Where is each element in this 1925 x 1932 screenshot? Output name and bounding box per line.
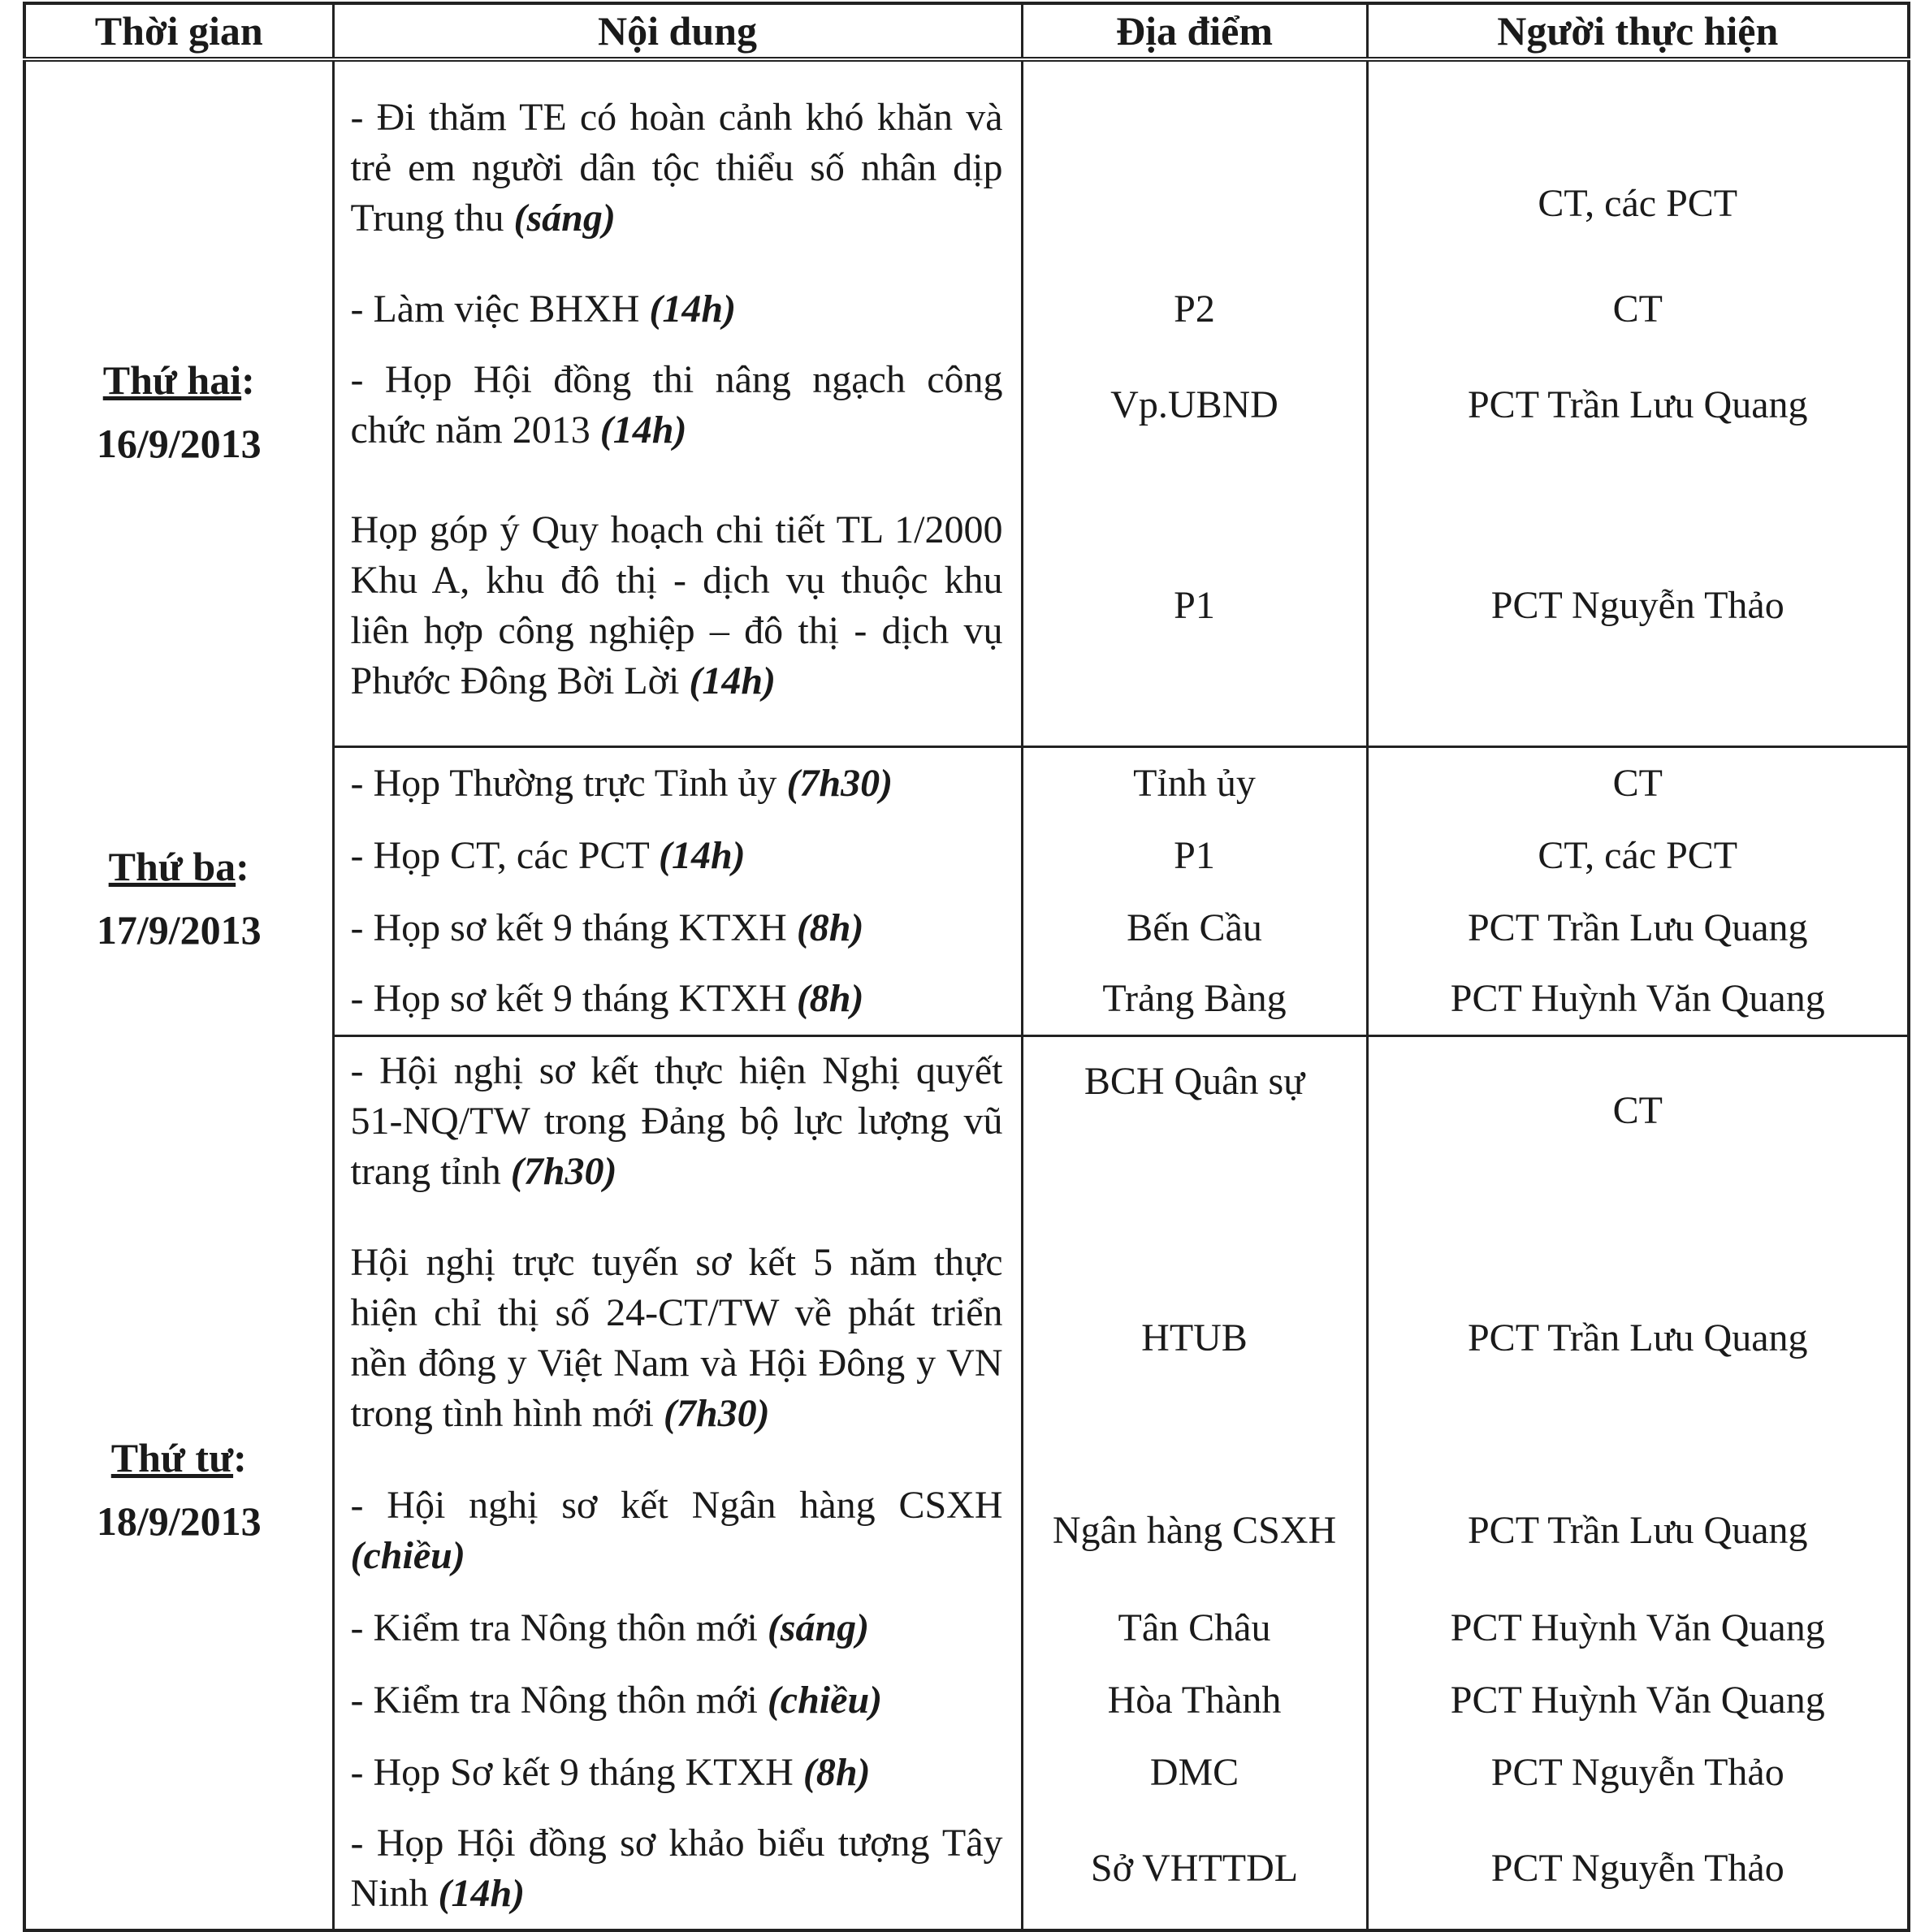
- event-content: - Hội nghị sơ kết thực hiện Nghị quyết 51-NQ/TW trong Đảng bộ lực lượng vũ trang tỉnh (7h30): [333, 1035, 1022, 1206]
- event-place: P1: [1022, 819, 1367, 893]
- event-place: [1022, 59, 1367, 274]
- event-place: Trảng Bàng: [1022, 964, 1367, 1035]
- event-person: PCT Trần Lưu Quang: [1367, 1470, 1909, 1592]
- event-content: - Họp sơ kết 9 tháng KTXH (8h): [333, 893, 1022, 964]
- event-content: - Họp sơ kết 9 tháng KTXH (8h): [333, 964, 1022, 1035]
- event-place: Bến Cầu: [1022, 893, 1367, 964]
- event-time: (7h30): [663, 1391, 770, 1435]
- day-date: 18/9/2013: [96, 1498, 262, 1544]
- table-row: [24, 746, 1909, 819]
- event-person: PCT Huỳnh Văn Quang: [1367, 1592, 1909, 1664]
- table-row: [24, 1035, 1909, 1206]
- event-time: (7h30): [510, 1149, 617, 1193]
- header-person: Người thực hiện: [1367, 3, 1909, 59]
- event-time: (14h): [659, 834, 746, 877]
- event-time: (8h): [802, 1750, 871, 1794]
- header-time: Thời gian: [24, 3, 333, 59]
- schedule-table: [23, 2, 1910, 1932]
- day-name: Thứ tư: [110, 1435, 234, 1480]
- event-person: PCT Nguyễn Thảo: [1367, 1809, 1909, 1930]
- event-person: PCT Huỳnh Văn Quang: [1367, 1664, 1909, 1736]
- event-content: - Họp Thường trực Tỉnh ủy (7h30): [333, 746, 1022, 819]
- event-content: - Họp Hội đồng thi nâng ngạch công chức năm 2013 (14h): [333, 344, 1022, 466]
- schedule-sheet: [23, 2, 1907, 1932]
- header-place: Địa điểm: [1022, 3, 1367, 59]
- day-name: Thứ ba: [108, 844, 236, 889]
- event-time: (14h): [438, 1872, 526, 1915]
- table-row: [24, 59, 1909, 274]
- event-time: (8h): [796, 906, 864, 949]
- event-place: Vp.UBND: [1022, 344, 1367, 466]
- event-place: Sở VHTTDL: [1022, 1809, 1367, 1930]
- event-person: CT: [1367, 274, 1909, 344]
- day-cell-monday: Thứ hai: 16/9/2013: [24, 59, 333, 746]
- event-content: Họp góp ý Quy hoạch chi tiết TL 1/2000 Khu A, khu đô thị - dịch vụ thuộc khu liên hợp công nghiệp – đô thị - dịch vụ Phước Đông Bời Lời (14h): [333, 466, 1022, 746]
- day-cell-wednesday: Thứ tư: 18/9/2013: [24, 1035, 333, 1930]
- event-content: - Hội nghị sơ kết Ngân hàng CSXH (chiều): [333, 1470, 1022, 1592]
- header-row: [24, 3, 1909, 59]
- event-content: - Kiểm tra Nông thôn mới (chiều): [333, 1664, 1022, 1736]
- event-place: Ngân hàng CSXH: [1022, 1470, 1367, 1592]
- event-time: (8h): [796, 977, 864, 1021]
- day-name: Thứ hai: [102, 357, 242, 403]
- event-content: - Họp CT, các PCT (14h): [333, 819, 1022, 893]
- event-time: (sáng): [513, 197, 616, 240]
- event-place: P1: [1022, 466, 1367, 746]
- event-time: (sáng): [767, 1606, 870, 1649]
- event-person: PCT Trần Lưu Quang: [1367, 893, 1909, 964]
- event-time: (14h): [649, 287, 737, 331]
- event-place: HTUB: [1022, 1206, 1367, 1470]
- day-cell-tuesday: Thứ ba: 17/9/2013: [24, 746, 333, 1035]
- event-place: BCH Quân sự: [1022, 1035, 1367, 1206]
- event-person: PCT Nguyễn Thảo: [1367, 466, 1909, 746]
- event-content: - Họp Sơ kết 9 tháng KTXH (8h): [333, 1736, 1022, 1809]
- event-person: PCT Huỳnh Văn Quang: [1367, 964, 1909, 1035]
- event-place: Hòa Thành: [1022, 1664, 1367, 1736]
- day-date: 17/9/2013: [96, 907, 262, 953]
- event-place: P2: [1022, 274, 1367, 344]
- event-person: CT: [1367, 746, 1909, 819]
- event-place: Tân Châu: [1022, 1592, 1367, 1664]
- event-time: (7h30): [786, 761, 893, 805]
- event-time: (14h): [689, 659, 776, 702]
- event-content: Hội nghị trực tuyến sơ kết 5 năm thực hiện chỉ thị số 24-CT/TW về phát triển nền đông y Việt Nam và Hội Đông y VN trong tình hình mới (7h30): [333, 1206, 1022, 1470]
- event-person: PCT Trần Lưu Quang: [1367, 344, 1909, 466]
- event-place: DMC: [1022, 1736, 1367, 1809]
- event-time: (14h): [599, 408, 687, 452]
- event-person: CT: [1367, 1035, 1909, 1206]
- event-person: PCT Nguyễn Thảo: [1367, 1736, 1909, 1809]
- event-person: CT, các PCT: [1367, 819, 1909, 893]
- event-place: Tỉnh ủy: [1022, 746, 1367, 819]
- header-content: Nội dung: [333, 3, 1022, 59]
- event-content: - Kiểm tra Nông thôn mới (sáng): [333, 1592, 1022, 1664]
- event-content: - Đi thăm TE có hoàn cảnh khó khăn và trẻ em người dân tộc thiểu số nhân dịp Trung thu (sáng): [333, 59, 1022, 274]
- event-time: (chiều): [350, 1534, 465, 1577]
- event-person: PCT Trần Lưu Quang: [1367, 1206, 1909, 1470]
- event-content: - Làm việc BHXH (14h): [333, 274, 1022, 344]
- event-person: CT, các PCT: [1367, 59, 1909, 274]
- day-date: 16/9/2013: [96, 420, 262, 466]
- event-time: (chiều): [767, 1678, 883, 1722]
- event-content: - Họp Hội đồng sơ khảo biểu tượng Tây Ninh (14h): [333, 1809, 1022, 1930]
